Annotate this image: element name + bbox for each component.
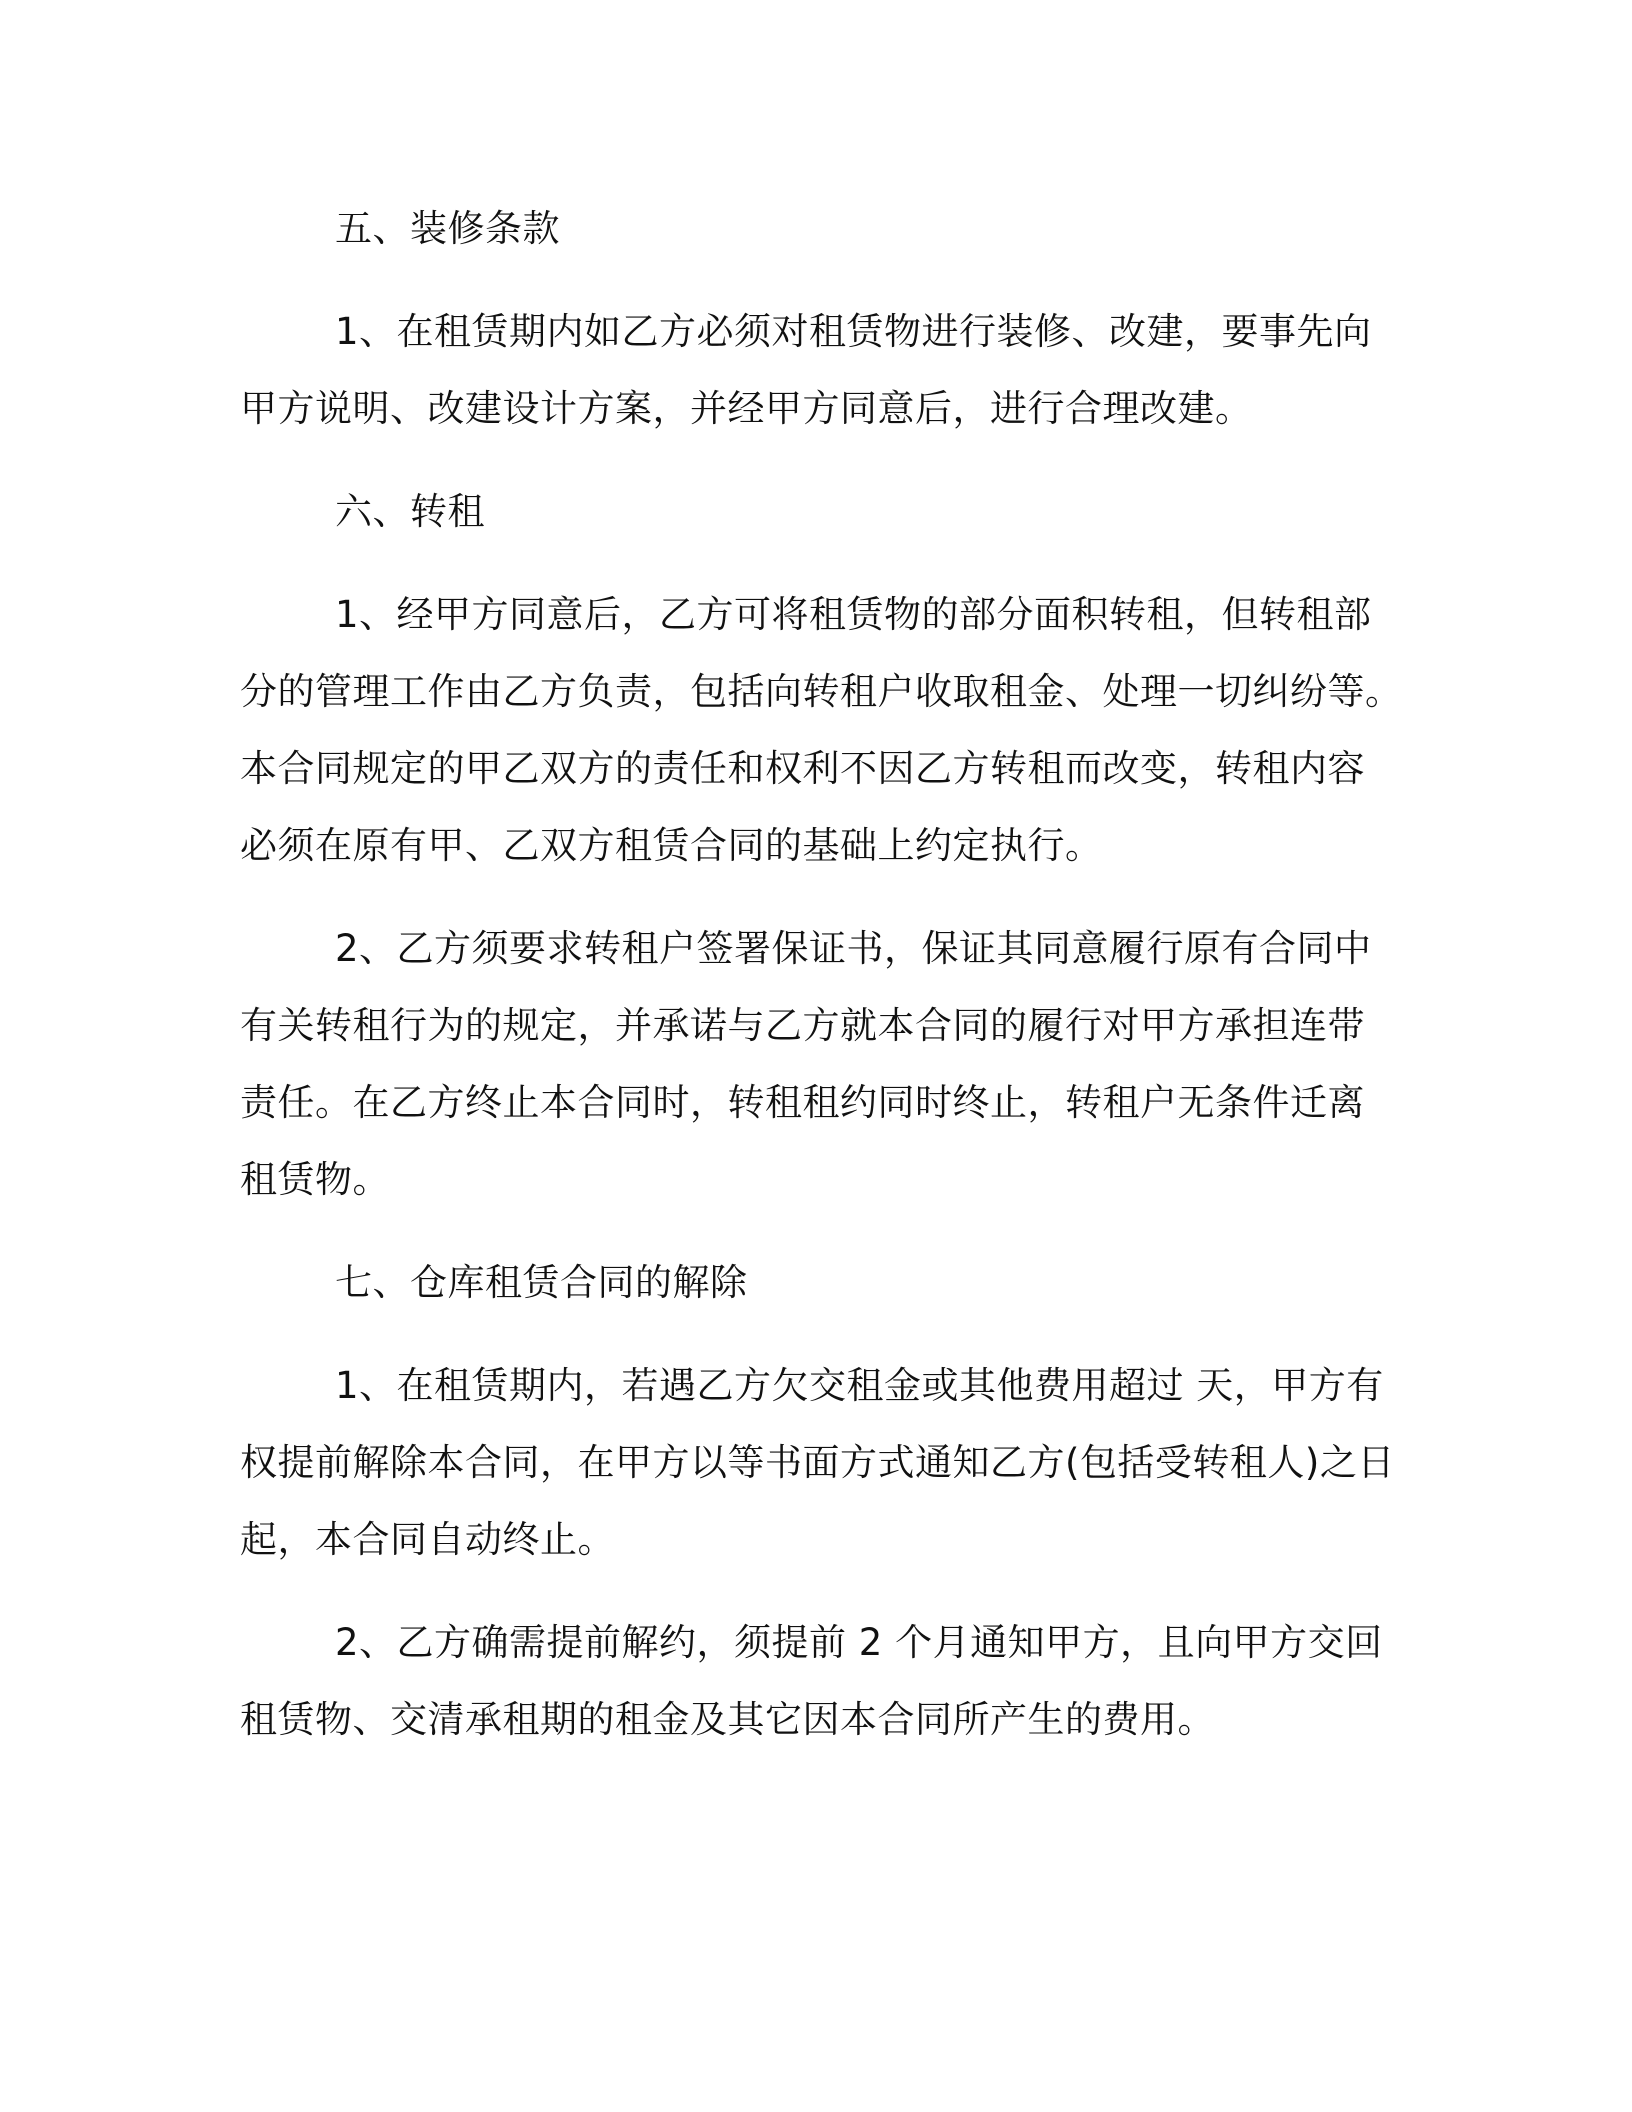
paragraph-line: 1、在租赁期内，若遇乙方欠交租金或其他费用超过 天，甲方有 (335, 1364, 1384, 1407)
paragraph-sublease-1 (240, 576, 1403, 884)
paragraph-line: 租赁物。 (240, 1158, 390, 1201)
paragraph-termination-2 (240, 1604, 1392, 1758)
paragraph-line: 起，本合同自动终止。 (240, 1518, 615, 1561)
paragraph-renovation-1 (240, 293, 1392, 447)
paragraph-line: 1、经甲方同意后，乙方可将租赁物的部分面积转租，但转租部 (335, 593, 1372, 636)
paragraph-line: 必须在原有甲、乙双方租赁合同的基础上约定执行。 (240, 824, 1103, 867)
section-heading-termination: 七、仓库租赁合同的解除 (335, 1261, 748, 1304)
paragraph-line: 2、乙方确需提前解约，须提前 2 个月通知甲方，且向甲方交回 (335, 1621, 1383, 1664)
section-heading-renovation: 五、装修条款 (335, 207, 560, 250)
paragraph-line: 租赁物、交清承租期的租金及其它因本合同所产生的费用。 (240, 1698, 1215, 1741)
paragraph-line: 分的管理工作由乙方负责，包括向转租户收取租金、处理一切纠纷等。 (240, 670, 1403, 713)
section-heading-sublease: 六、转租 (335, 490, 485, 533)
paragraph-line: 权提前解除本合同，在甲方以等书面方式通知乙方(包括受转租人)之日 (240, 1441, 1395, 1484)
paragraph-line: 2、乙方须要求转租户签署保证书，保证其同意履行原有合同中 (335, 927, 1372, 970)
document-body (240, 190, 1403, 1784)
paragraph-line: 责任。在乙方终止本合同时，转租租约同时终止，转租户无条件迁离 (240, 1081, 1365, 1124)
paragraph-line: 本合同规定的甲乙双方的责任和权利不因乙方转租而改变，转租内容 (240, 747, 1365, 790)
paragraph-line: 甲方说明、改建设计方案，并经甲方同意后，进行合理改建。 (240, 387, 1253, 430)
paragraph-termination-1 (240, 1347, 1395, 1578)
paragraph-line: 1、在租赁期内如乙方必须对租赁物进行装修、改建，要事先向 (335, 310, 1372, 353)
paragraph-line: 有关转租行为的规定，并承诺与乙方就本合同的履行对甲方承担连带 (240, 1004, 1365, 1047)
paragraph-sublease-2 (240, 910, 1392, 1218)
